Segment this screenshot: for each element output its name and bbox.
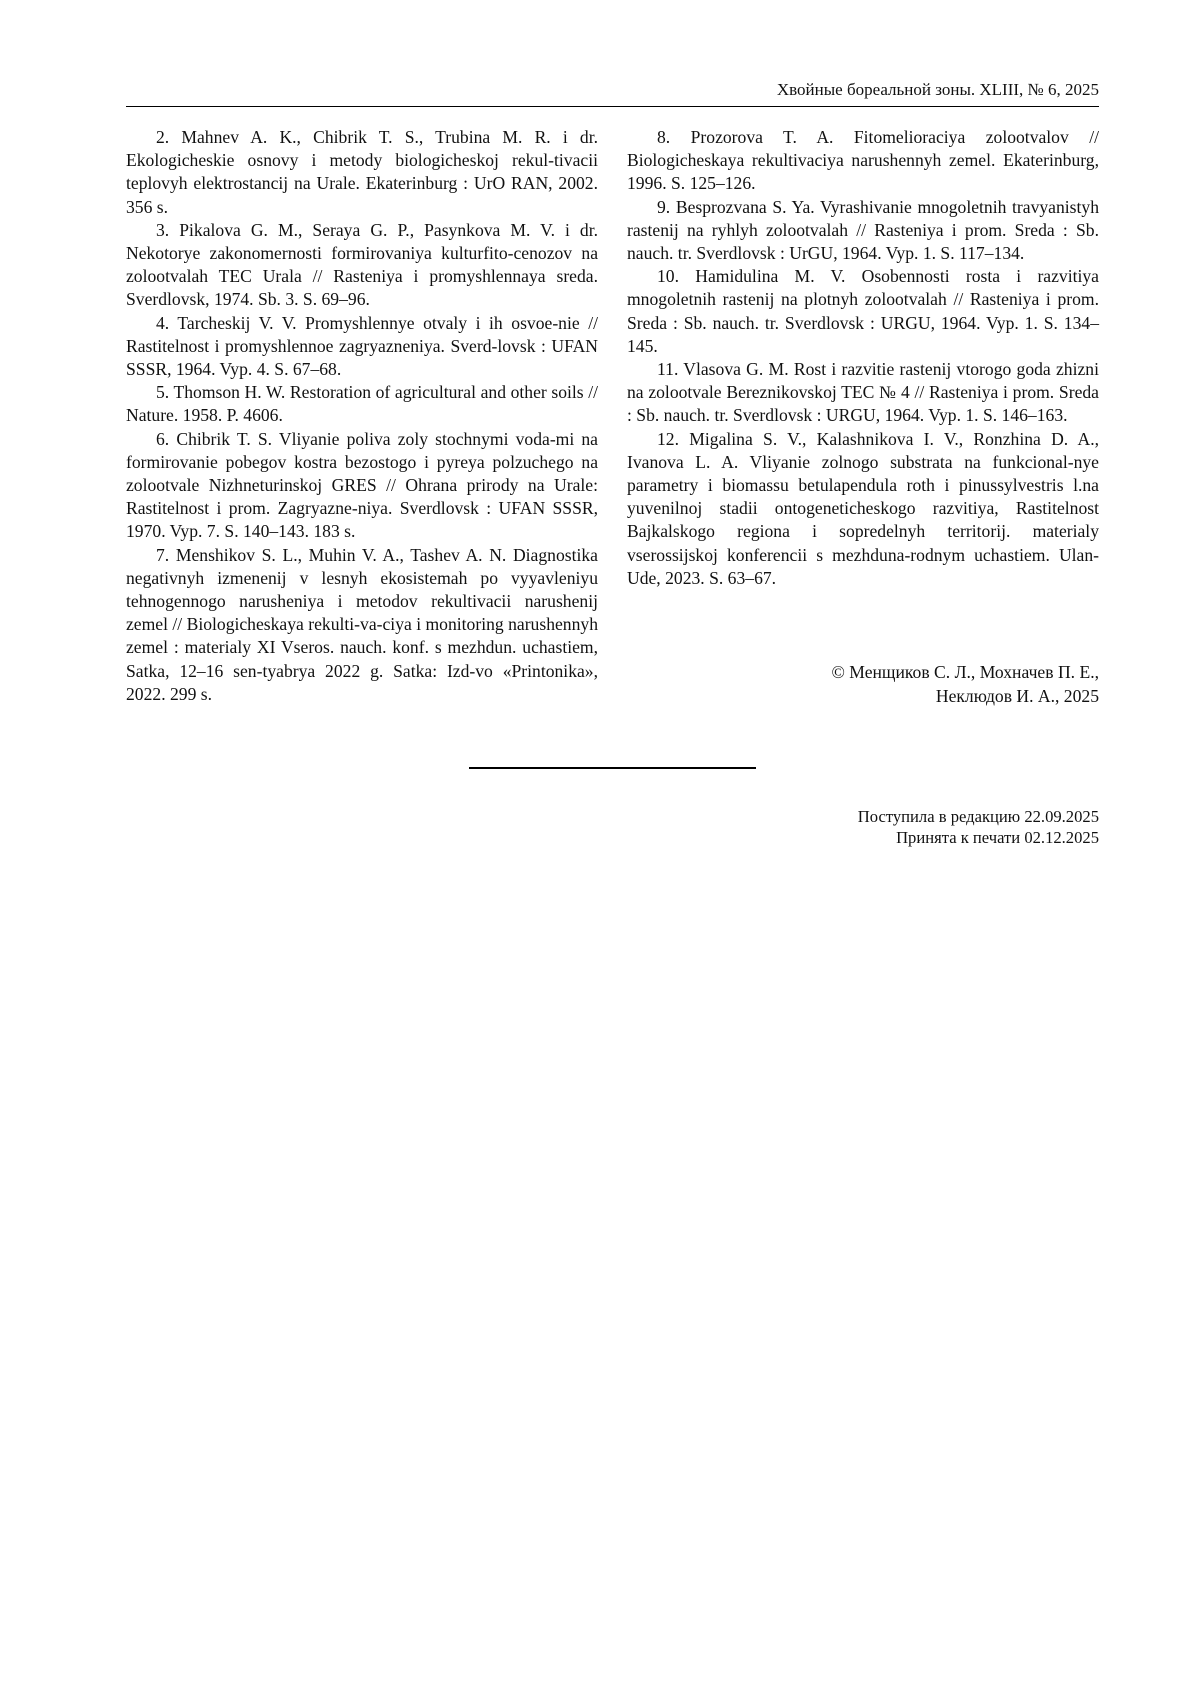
reference-item: 2. Mahnev A. K., Chibrik T. S., Trubina M. R. i dr. Ekologicheskie osnovy i metody biologicheskoj rekul-tivacii teplovyh elektrostancij na Urale. Ekaterinburg : UrO RAN, 2002. 356 s. bbox=[126, 127, 598, 217]
copyright-notice bbox=[627, 661, 1099, 708]
reference-item: 10. Hamidulina M. V. Osobennosti rosta i razvitiya mnogoletnih rastenij na plotnyh zolootvalah // Rasteniya i prom. Sreda : Sb. nauch. tr. Sverdlovsk : URGU, 1964. Vyp. 1. S. 134–145. bbox=[627, 266, 1099, 356]
copyright-year: Неклюдов И. А., 2025 bbox=[935, 685, 1099, 706]
header-rule bbox=[126, 106, 1099, 107]
reference-item: 9. Besprozvana S. Ya. Vyrashivanie mnogoletnih travyanistyh rastenij na ryhlyh zolootvalah // Rasteniya i prom. Sreda : Sb. nauch. tr. Sverdlovsk : UrGU, 1964. Vyp. 1. S. 117–134. bbox=[627, 196, 1099, 264]
article-end-rule bbox=[469, 767, 756, 769]
reference-item: 3. Pikalova G. M., Seraya G. P., Pasynkova M. V. i dr. Nekotorye zakonomernosti formirovaniya kulturfito-cenozov na zolootvalah TEC Urala // Rasteniya i promyshlennaya sreda. Sverdlovsk, 1974. Sb. 3. S. 69–96. bbox=[126, 219, 598, 310]
copyright-authors: © Менщиков С. Л., Мохначев П. Е., bbox=[831, 662, 1099, 682]
reference-item: 7. Menshikov S. L., Muhin V. A., Tashev A. N. Diagnostika negativnyh izmenenij v lesnyh ekosistemah po vyyavleniyu tehnogennogo narusheniya i metodov rekultivacii narushenij zemel // Biologicheskaya rekulti-va-ciya i monitoring narushennyh zemel : materialy XI Vseros. nauch. konf. s mezhdun. uchastiem, Satka, 12–16 sen-tyabrya 2022 g. Satka: Izd-vo «Printonika», 2022. 299 s. bbox=[126, 544, 598, 704]
reference-item: 6. Chibrik T. S. Vliyanie poliva zoly stochnymi voda-mi na formirovanie pobegov kostra bezostogo i pyreya polzuchego na zolootvale Nizhneturinskoj GRES // Ohrana prirody na Urale: Rastitelnost i prom. Zagryazne-niya. Sverdlovsk : UFAN SSSR, 1970. Vyp. 7. S. 140–143. 183 s. bbox=[126, 428, 598, 542]
reference-item: 8. Prozorova T. A. Fitomelioraciya zolootvalov // Biologicheskaya rekultivaciya narushennyh zemel. Ekaterinburg, 1996. S. 125–126. bbox=[627, 127, 1099, 194]
reference-item: 12. Migalina S. V., Kalashnikova I. V., Ronzhina D. A., Ivanova L. A. Vliyanie zolnogo substrata na funkcional-nye parametry i biomassu betulapendula roth i pinussylvestris l.na yuvenilnoj stadii ontogeneticheskogo razvitiya, Rastitelnost Bajkalskogo regiona i sopredelnyh territorij. materialy vserossijskoj konferencii s mezhduna-rodnym uchastiem. Ulan-Ude, 2023. S. 63–67. bbox=[627, 428, 1099, 588]
received-date: Поступила в редакцию 22.09.2025 bbox=[857, 807, 1099, 826]
reference-item: 5. Thomson H. W. Restoration of agricultural and other soils // Nature. 1958. P. 4606. bbox=[126, 382, 598, 426]
reference-item: 4. Tarcheskij V. V. Promyshlennye otvaly i ih osvoe-nie // Rastitelnost i promyshlennoe zagryazneniya. Sverd-lovsk : UFAN SSSR, 1964. Vyp. 4. S. 67–68. bbox=[126, 312, 598, 380]
reference-item: 11. Vlasova G. M. Rost i razvitie rastenij vtorogo goda zhizni na zolootvale Bereznikovskoj TEC № 4 // Rasteniya i prom. Sreda : Sb. nauch. tr. Sverdlovsk : URGU, 1964. Vyp. 1. S. 146–163. bbox=[627, 359, 1099, 426]
references-left-column bbox=[126, 126, 598, 706]
accepted-date: Принята к печати 02.12.2025 bbox=[896, 828, 1099, 847]
submission-dates bbox=[700, 806, 1099, 848]
running-header: Хвойные бореальной зоны. XLIII, № 6, 2025 bbox=[776, 80, 1099, 99]
references-right-column bbox=[627, 126, 1099, 590]
